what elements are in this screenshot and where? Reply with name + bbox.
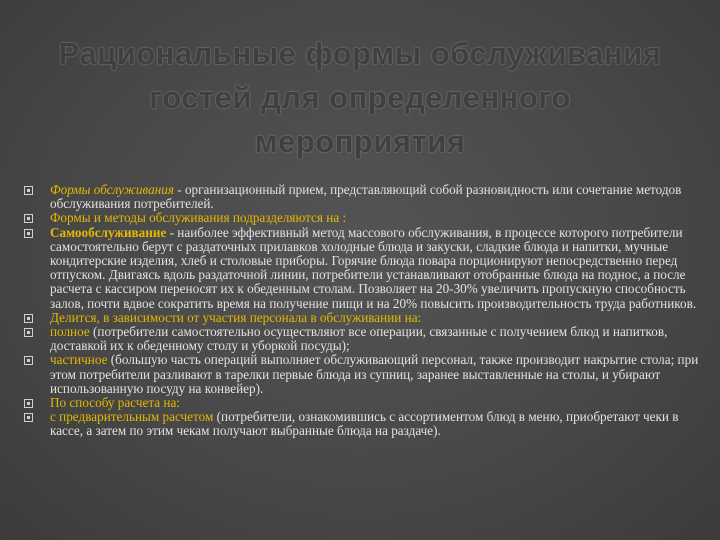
bullet-item <box>24 396 700 410</box>
bullet-item <box>24 211 700 225</box>
bullet-item <box>24 353 700 396</box>
bullet-item <box>24 410 700 438</box>
bullet-square-icon <box>24 328 33 337</box>
bullet-square-icon <box>24 413 33 422</box>
bullet-square-icon <box>24 214 33 223</box>
bullet-text: (потребители, ознакомившись с ассортиментом блюд в меню, приобретают чеки в кассе, а затем по этим чекам получают выбранные блюда на раздаче). <box>50 409 679 439</box>
bullet-lead: По способу расчета на: <box>50 395 180 411</box>
bullet-lead: Формы и методы обслуживания подразделяются на : <box>50 210 347 226</box>
bullet-text: (большую часть операций выполняет обслуживающий персонал, также производит накрытие стола; при этом потребители разливают в тарелки первые блюда из супниц, заранее выставленные на столы, и убирают использованную посуду на конвейер). <box>50 352 699 396</box>
bullet-item <box>24 183 700 211</box>
slide-title: Рациональные формы обслуживания гостей для определенного мероприятия <box>58 36 662 159</box>
bullet-lead: с предварительным расчетом <box>50 409 214 425</box>
bullet-square-icon <box>24 356 33 365</box>
bullet-lead: Самообслуживание <box>50 224 167 240</box>
bullet-item <box>24 311 700 325</box>
bullet-item <box>24 226 700 311</box>
bullet-lead: Делится, в зависимости от участия персонала в обслуживании на: <box>50 309 422 325</box>
bullet-text: (потребители самостоятельно осуществляют все операции, связанные с получением блюд и напитков, доставкой их к обеденному столу и уборкой посуды); <box>50 324 668 354</box>
bullet-lead: полное <box>50 324 90 340</box>
bullet-square-icon <box>24 399 33 408</box>
bullet-lead: Формы обслуживания <box>50 182 174 197</box>
bullet-text: - организационный прием, представляющий собой разновидность или сочетание методов обслуживания потребителей. <box>50 182 682 212</box>
bullet-square-icon <box>24 314 33 323</box>
bullet-item <box>24 325 700 353</box>
bullet-lead: частичное <box>50 352 108 368</box>
bullet-list <box>24 183 700 439</box>
bullet-square-icon <box>24 186 33 195</box>
bullet-text: - наиболее эффективный метод массового обслуживания, в процессе которого потребители самостоятельно берут с раздаточных прилавков холодные блюда и закуски, сладкие блюда и напитки, мучные кондитерские изделия, хлеб и столовые приборы. Горячие блюда повара порционируют непосредственно перед отпуском. Двигаясь вдоль раздаточной линии, потребители устанавливают отобранные блюда на поднос, а после расчета с кассиром переносят их к обеденным столам. Позволяет на 20-30% увеличить пропускную способность залов, почти вдвое сократить время на получение пищи и на 20% повысить производительность труда работников. <box>50 224 697 311</box>
bullet-square-icon <box>24 229 33 238</box>
